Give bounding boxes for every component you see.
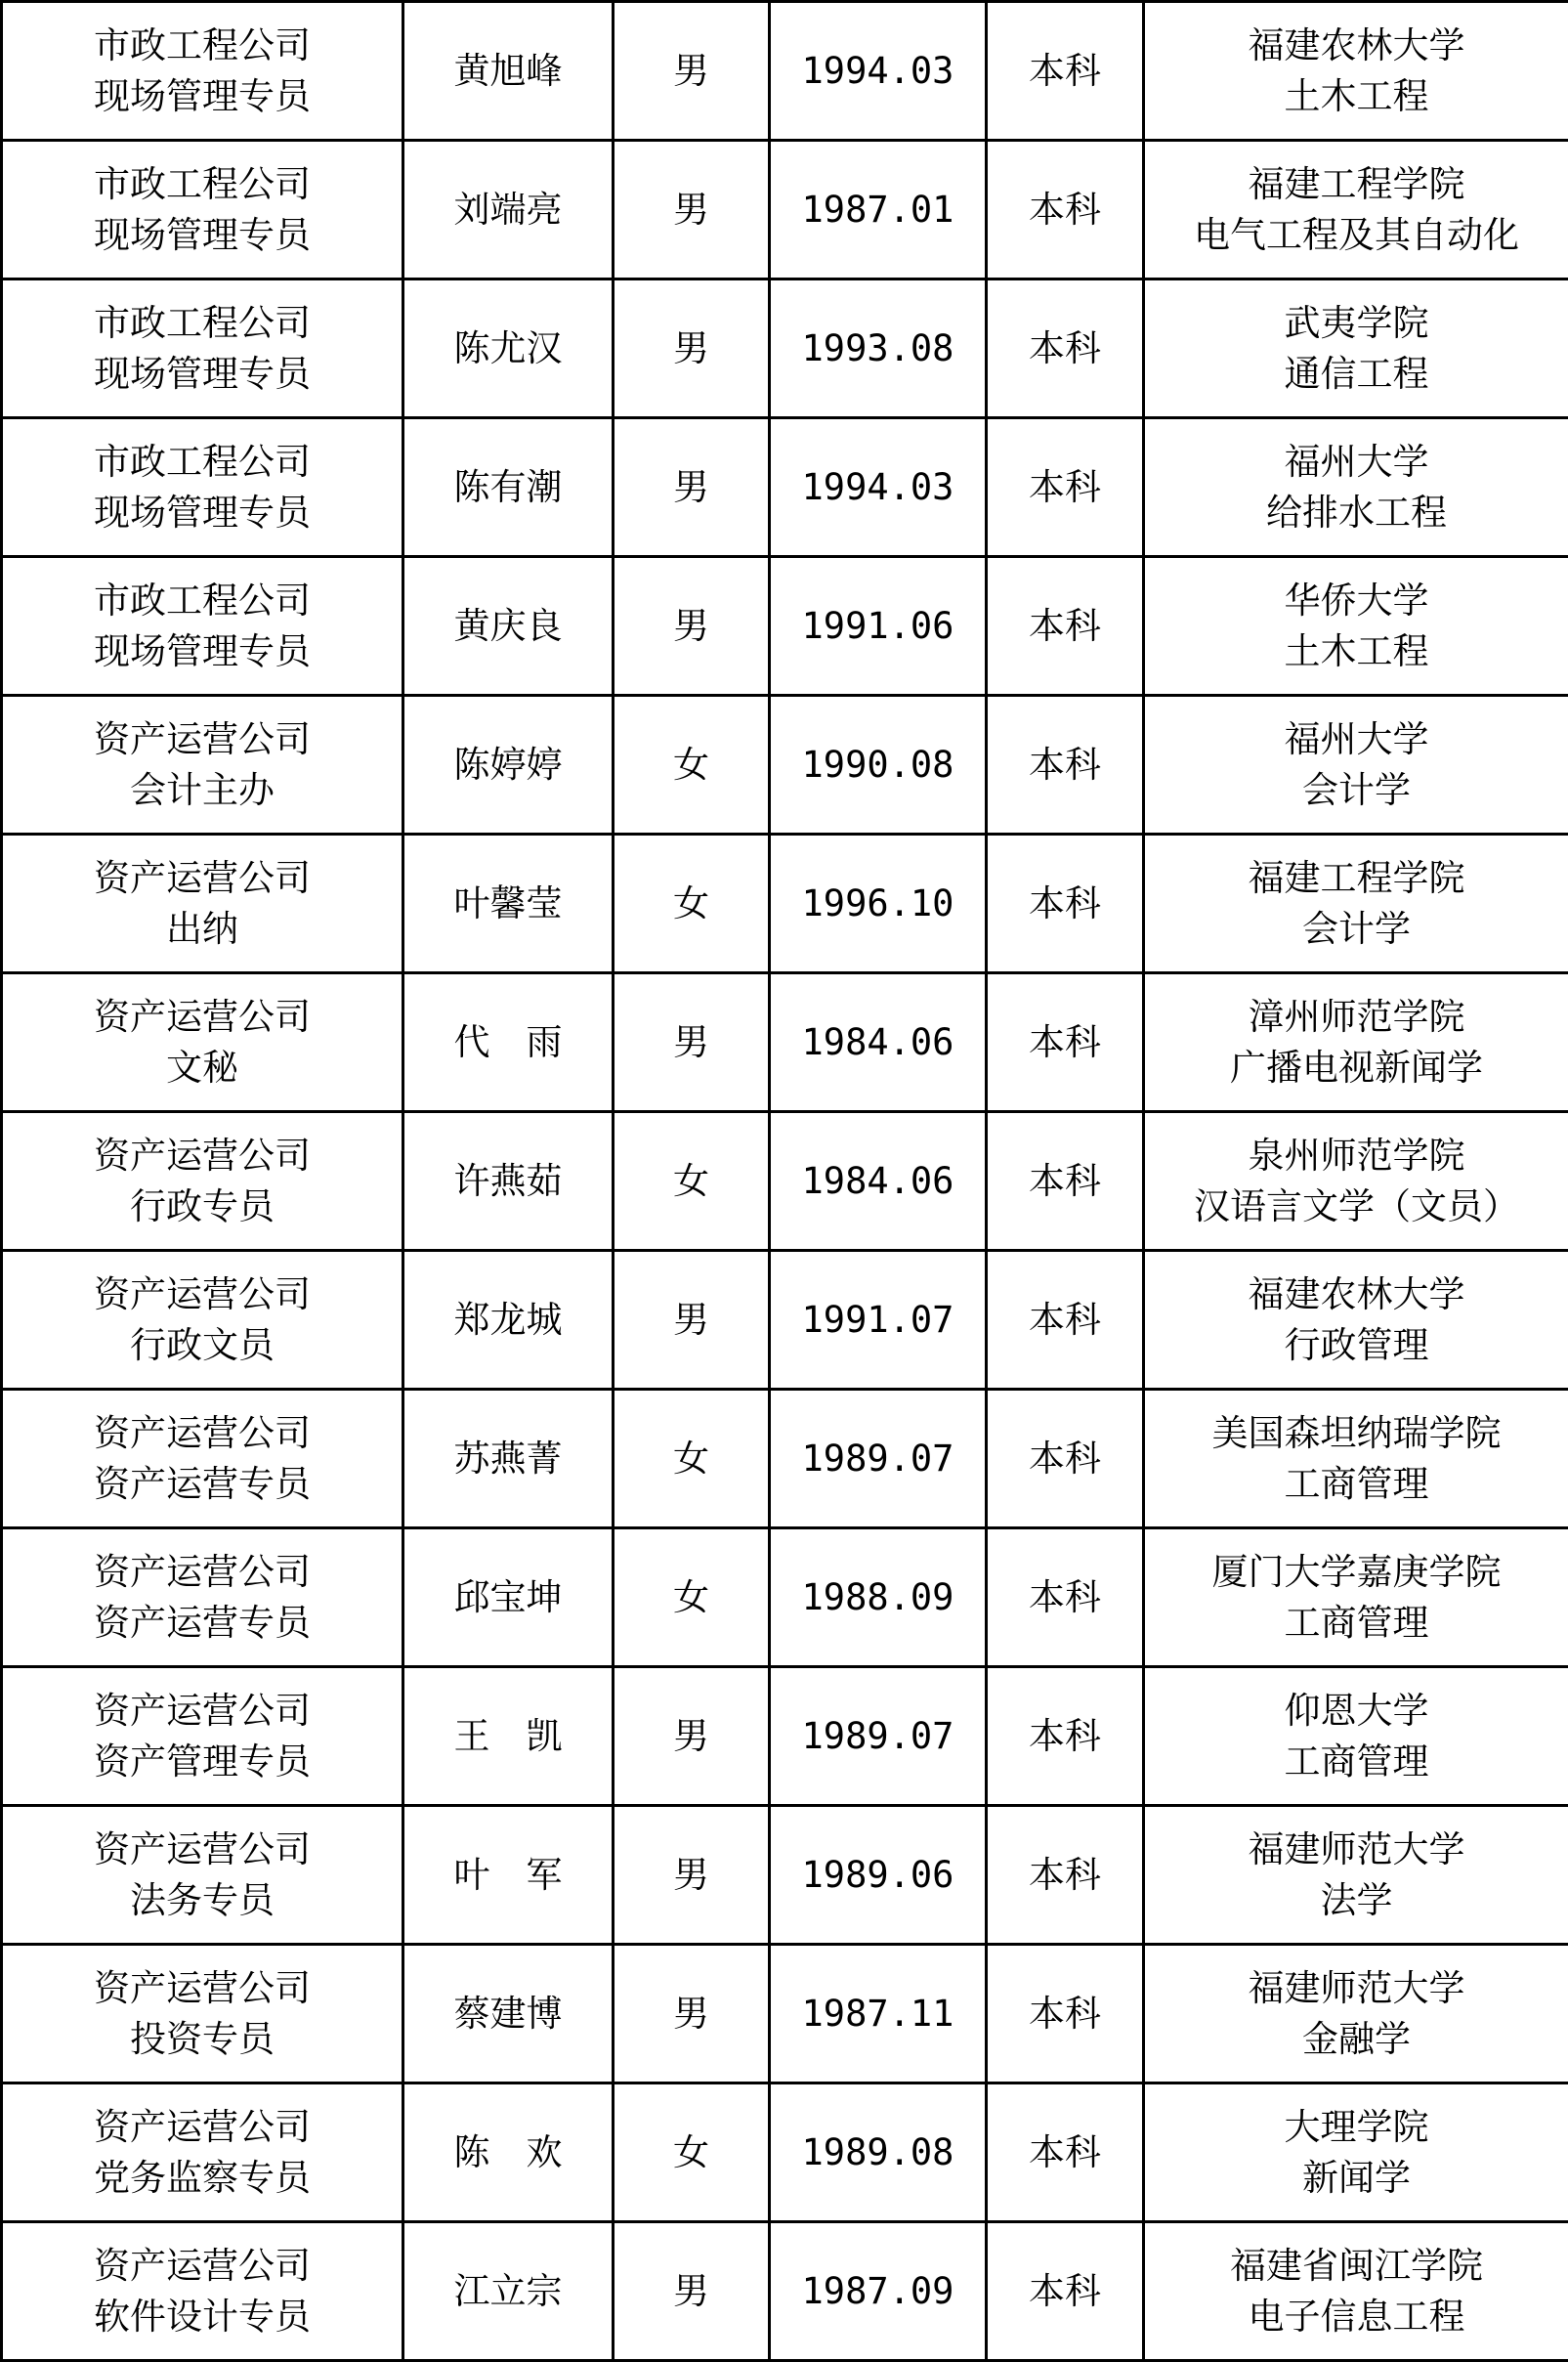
school-major-cell <box>1144 418 1568 557</box>
major-name: 电子信息工程 <box>1248 2295 1465 2338</box>
position-cell <box>2 835 403 973</box>
name-cell: 叶 军 <box>403 1806 614 1945</box>
school-name: 福州大学 <box>1284 440 1429 483</box>
company-name: 资产运营公司 <box>94 1966 311 2009</box>
birth-date-cell: 1996.10 <box>770 835 987 973</box>
birth-date-cell: 1991.06 <box>770 557 987 696</box>
birth-date-cell: 1993.08 <box>770 279 987 418</box>
education-cell: 本科 <box>987 1667 1144 1806</box>
job-title: 资产运营专员 <box>94 1601 311 1644</box>
birth-date-cell: 1989.08 <box>770 2083 987 2222</box>
school-major-cell <box>1144 557 1568 696</box>
position-cell <box>2 2222 403 2361</box>
gender-cell: 女 <box>614 835 770 973</box>
position-cell <box>2 973 403 1112</box>
position-cell <box>2 1390 403 1528</box>
company-name: 资产运营公司 <box>94 995 311 1038</box>
job-title: 文秘 <box>166 1046 238 1089</box>
job-title: 资产运营专员 <box>94 1462 311 1505</box>
birth-date-cell: 1994.03 <box>770 418 987 557</box>
birth-date-cell: 1987.11 <box>770 1945 987 2083</box>
gender-cell: 女 <box>614 1528 770 1667</box>
birth-date-cell: 1989.07 <box>770 1667 987 1806</box>
school-name: 福建师范大学 <box>1248 1966 1465 2009</box>
school-name: 漳州师范学院 <box>1248 995 1465 1038</box>
school-major-cell <box>1144 2083 1568 2222</box>
name-cell: 陈 欢 <box>403 2083 614 2222</box>
company-name: 资产运营公司 <box>94 856 311 899</box>
table-row <box>2 2222 1568 2361</box>
birth-date-cell: 1984.06 <box>770 1112 987 1251</box>
name-cell: 陈尤汉 <box>403 279 614 418</box>
school-major-cell <box>1144 696 1568 835</box>
school-name: 厦门大学嘉庚学院 <box>1211 1550 1502 1593</box>
school-major-cell <box>1144 973 1568 1112</box>
education-cell: 本科 <box>987 2 1144 141</box>
education-cell: 本科 <box>987 418 1144 557</box>
major-name: 汉语言文学（文员） <box>1194 1184 1519 1227</box>
education-cell: 本科 <box>987 1945 1144 2083</box>
education-cell: 本科 <box>987 557 1144 696</box>
table-row <box>2 557 1568 696</box>
gender-cell: 男 <box>614 2 770 141</box>
job-title: 会计主办 <box>130 768 275 811</box>
school-name: 福建工程学院 <box>1248 162 1465 205</box>
school-name: 福建农林大学 <box>1248 23 1465 66</box>
gender-cell: 男 <box>614 557 770 696</box>
table-row <box>2 1251 1568 1390</box>
school-major-cell <box>1144 1112 1568 1251</box>
gender-cell: 男 <box>614 2222 770 2361</box>
major-name: 工商管理 <box>1284 1462 1429 1505</box>
major-name: 会计学 <box>1302 768 1411 811</box>
job-title: 资产管理专员 <box>94 1739 311 1782</box>
name-cell: 苏燕菁 <box>403 1390 614 1528</box>
job-title: 现场管理专员 <box>94 629 311 672</box>
table-row <box>2 279 1568 418</box>
gender-cell: 男 <box>614 279 770 418</box>
gender-cell: 男 <box>614 973 770 1112</box>
name-cell: 王 凯 <box>403 1667 614 1806</box>
name-cell: 蔡建博 <box>403 1945 614 2083</box>
education-cell: 本科 <box>987 1390 1144 1528</box>
school-name: 福州大学 <box>1284 717 1429 760</box>
school-major-cell <box>1144 141 1568 279</box>
education-cell: 本科 <box>987 1112 1144 1251</box>
table-row <box>2 1390 1568 1528</box>
job-title: 软件设计专员 <box>94 2295 311 2338</box>
name-cell: 代 雨 <box>403 973 614 1112</box>
school-name: 福建师范大学 <box>1248 1827 1465 1870</box>
job-title: 现场管理专员 <box>94 213 311 256</box>
position-cell <box>2 1806 403 1945</box>
job-title: 法务专员 <box>130 1878 275 1921</box>
position-cell <box>2 418 403 557</box>
table-row <box>2 973 1568 1112</box>
company-name: 资产运营公司 <box>94 1827 311 1870</box>
school-name: 大理学院 <box>1284 2105 1429 2148</box>
position-cell <box>2 1251 403 1390</box>
gender-cell: 男 <box>614 418 770 557</box>
roster-body <box>2 2 1568 2361</box>
school-major-cell <box>1144 2222 1568 2361</box>
major-name: 土木工程 <box>1284 74 1429 117</box>
company-name: 资产运营公司 <box>94 1550 311 1593</box>
school-name: 美国森坦纳瑞学院 <box>1211 1411 1502 1454</box>
education-cell: 本科 <box>987 835 1144 973</box>
major-name: 电气工程及其自动化 <box>1194 213 1519 256</box>
gender-cell: 男 <box>614 1251 770 1390</box>
education-cell: 本科 <box>987 141 1144 279</box>
gender-cell: 女 <box>614 696 770 835</box>
major-name: 广播电视新闻学 <box>1230 1046 1483 1089</box>
job-title: 现场管理专员 <box>94 491 311 534</box>
education-cell: 本科 <box>987 279 1144 418</box>
position-cell <box>2 1112 403 1251</box>
school-major-cell <box>1144 835 1568 973</box>
company-name: 资产运营公司 <box>94 1272 311 1315</box>
school-name: 武夷学院 <box>1284 301 1429 344</box>
name-cell: 许燕茹 <box>403 1112 614 1251</box>
position-cell <box>2 1945 403 2083</box>
school-name: 福建省闽江学院 <box>1230 2244 1483 2287</box>
major-name: 通信工程 <box>1284 352 1429 395</box>
position-cell <box>2 2083 403 2222</box>
birth-date-cell: 1991.07 <box>770 1251 987 1390</box>
name-cell: 黄旭峰 <box>403 2 614 141</box>
gender-cell: 女 <box>614 1390 770 1528</box>
birth-date-cell: 1984.06 <box>770 973 987 1112</box>
birth-date-cell: 1987.09 <box>770 2222 987 2361</box>
birth-date-cell: 1990.08 <box>770 696 987 835</box>
education-cell: 本科 <box>987 2222 1144 2361</box>
school-name: 福建工程学院 <box>1248 856 1465 899</box>
school-name: 华侨大学 <box>1284 579 1429 622</box>
job-title: 行政专员 <box>130 1184 275 1227</box>
birth-date-cell: 1989.07 <box>770 1390 987 1528</box>
school-major-cell <box>1144 1390 1568 1528</box>
school-major-cell <box>1144 1806 1568 1945</box>
table-row <box>2 1112 1568 1251</box>
name-cell: 陈有潮 <box>403 418 614 557</box>
table-row <box>2 418 1568 557</box>
job-title: 党务监察专员 <box>94 2156 311 2199</box>
school-name: 福建农林大学 <box>1248 1272 1465 1315</box>
major-name: 工商管理 <box>1284 1739 1429 1782</box>
education-cell: 本科 <box>987 1251 1144 1390</box>
company-name: 资产运营公司 <box>94 1689 311 1732</box>
name-cell: 叶馨莹 <box>403 835 614 973</box>
name-cell: 陈婷婷 <box>403 696 614 835</box>
company-name: 市政工程公司 <box>94 440 311 483</box>
gender-cell: 男 <box>614 1806 770 1945</box>
name-cell: 刘端亮 <box>403 141 614 279</box>
name-cell: 邱宝坤 <box>403 1528 614 1667</box>
gender-cell: 女 <box>614 1112 770 1251</box>
table-row <box>2 1945 1568 2083</box>
gender-cell: 男 <box>614 1945 770 2083</box>
job-title: 现场管理专员 <box>94 352 311 395</box>
job-title: 出纳 <box>166 907 238 950</box>
table-row <box>2 2 1568 141</box>
education-cell: 本科 <box>987 2083 1144 2222</box>
table-row <box>2 141 1568 279</box>
school-major-cell <box>1144 1945 1568 2083</box>
name-cell: 黄庆良 <box>403 557 614 696</box>
job-title: 现场管理专员 <box>94 74 311 117</box>
education-cell: 本科 <box>987 1528 1144 1667</box>
table-row <box>2 696 1568 835</box>
position-cell <box>2 141 403 279</box>
school-name: 仰恩大学 <box>1284 1689 1429 1732</box>
education-cell: 本科 <box>987 1806 1144 1945</box>
school-name: 泉州师范学院 <box>1248 1134 1465 1177</box>
school-major-cell <box>1144 1528 1568 1667</box>
company-name: 市政工程公司 <box>94 162 311 205</box>
education-cell: 本科 <box>987 973 1144 1112</box>
table-row <box>2 2083 1568 2222</box>
position-cell <box>2 279 403 418</box>
major-name: 新闻学 <box>1302 2156 1411 2199</box>
company-name: 资产运营公司 <box>94 717 311 760</box>
company-name: 市政工程公司 <box>94 579 311 622</box>
position-cell <box>2 1667 403 1806</box>
position-cell <box>2 696 403 835</box>
gender-cell: 女 <box>614 2083 770 2222</box>
major-name: 法学 <box>1320 1878 1393 1921</box>
company-name: 市政工程公司 <box>94 301 311 344</box>
major-name: 会计学 <box>1302 907 1411 950</box>
job-title: 行政文员 <box>130 1323 275 1366</box>
major-name: 给排水工程 <box>1266 491 1447 534</box>
education-cell: 本科 <box>987 696 1144 835</box>
birth-date-cell: 1989.06 <box>770 1806 987 1945</box>
company-name: 资产运营公司 <box>94 1411 311 1454</box>
name-cell: 郑龙城 <box>403 1251 614 1390</box>
school-major-cell <box>1144 279 1568 418</box>
school-major-cell <box>1144 1667 1568 1806</box>
major-name: 土木工程 <box>1284 629 1429 672</box>
position-cell <box>2 2 403 141</box>
major-name: 行政管理 <box>1284 1323 1429 1366</box>
major-name: 金融学 <box>1302 2017 1411 2060</box>
birth-date-cell: 1988.09 <box>770 1528 987 1667</box>
company-name: 资产运营公司 <box>94 1134 311 1177</box>
major-name: 工商管理 <box>1284 1601 1429 1644</box>
table-row <box>2 1667 1568 1806</box>
position-cell <box>2 557 403 696</box>
table-row <box>2 1528 1568 1667</box>
birth-date-cell: 1987.01 <box>770 141 987 279</box>
gender-cell: 男 <box>614 141 770 279</box>
job-title: 投资专员 <box>130 2017 275 2060</box>
company-name: 资产运营公司 <box>94 2105 311 2148</box>
company-name: 市政工程公司 <box>94 23 311 66</box>
school-major-cell <box>1144 1251 1568 1390</box>
company-name: 资产运营公司 <box>94 2244 311 2287</box>
gender-cell: 男 <box>614 1667 770 1806</box>
birth-date-cell: 1994.03 <box>770 2 987 141</box>
position-cell <box>2 1528 403 1667</box>
table-row <box>2 835 1568 973</box>
name-cell: 江立宗 <box>403 2222 614 2361</box>
school-major-cell <box>1144 2 1568 141</box>
table-row <box>2 1806 1568 1945</box>
